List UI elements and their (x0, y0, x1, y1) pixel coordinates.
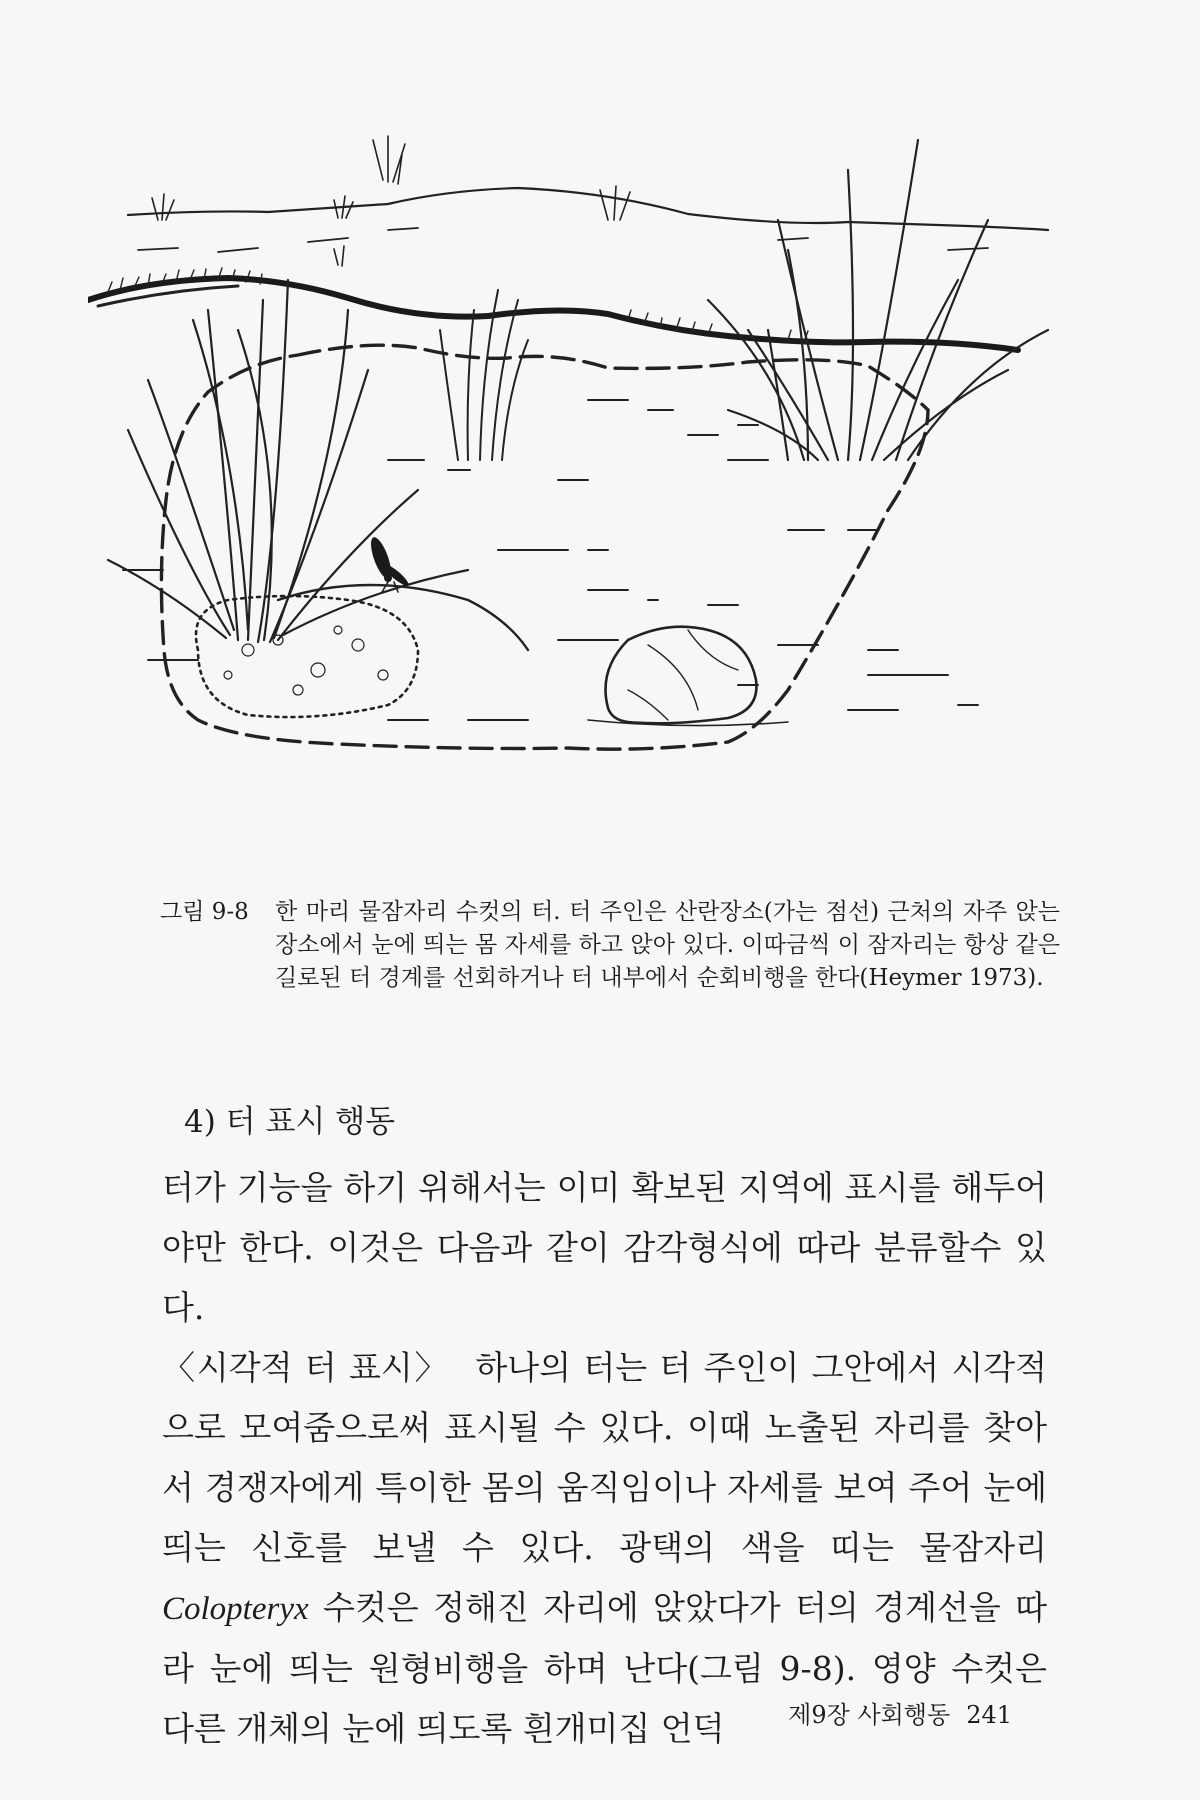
paragraph-1: 터가 기능을 하기 위해서는 이미 확보된 지역에 표시를 해두어야만 한다. 이것은 다음과 같이 감각형식에 따라 분류할수 있다. (162, 1168, 1047, 1327)
figure-label: 그림 9-8 (160, 899, 249, 925)
figure-caption-text: 한 마리 물잠자리 수컷의 터. 터 주인은 산란장소(가는 점선) 근처의 자주 앉는 장소에서 눈에 띄는 몸 자세를 하고 앉아 있다. 이따금씩 이 잠자리는 항상 같은 길로된 터 경계를 선회하거나 터 내부에서 순회비행을 한다(Heymer 1973). (275, 899, 1060, 991)
section-heading: 4) 터 표시 행동 (184, 1104, 396, 1140)
main-text (162, 1102, 1047, 1759)
chapter-title: 제9장 사회행동 (788, 1701, 951, 1729)
paragraph-2-part-a: 하나의 터는 터 주인이 그안에서 시각적으로 모여줌으로써 표시될 수 있다. 이때 노출된 자리를 찾아서 경쟁자에게 특이한 몸의 움직임이나 자세를 보여 주어 눈에 띄는 신호를 보낼 수 있다. 광택의 색을 띠는 물잠자리 (162, 1348, 1047, 1567)
page-footer (788, 1695, 1012, 1730)
page-number: 241 (966, 1701, 1012, 1729)
visual-marking-term: 〈시각적 터 표시〉 (162, 1348, 450, 1387)
pond-territory-illustration (88, 130, 1108, 890)
genus-name: Colopteryx (162, 1591, 309, 1627)
figure-caption (160, 896, 1060, 995)
paragraph-2-part-b: 수컷은 정해진 자리에 앉았다가 터의 경계선을 따라 눈에 띄는 원형비행을 하며 난다(그림 9-8). 영양 수컷은 다른 개체의 눈에 띄도록 흰개미집 언덕 (162, 1588, 1047, 1748)
